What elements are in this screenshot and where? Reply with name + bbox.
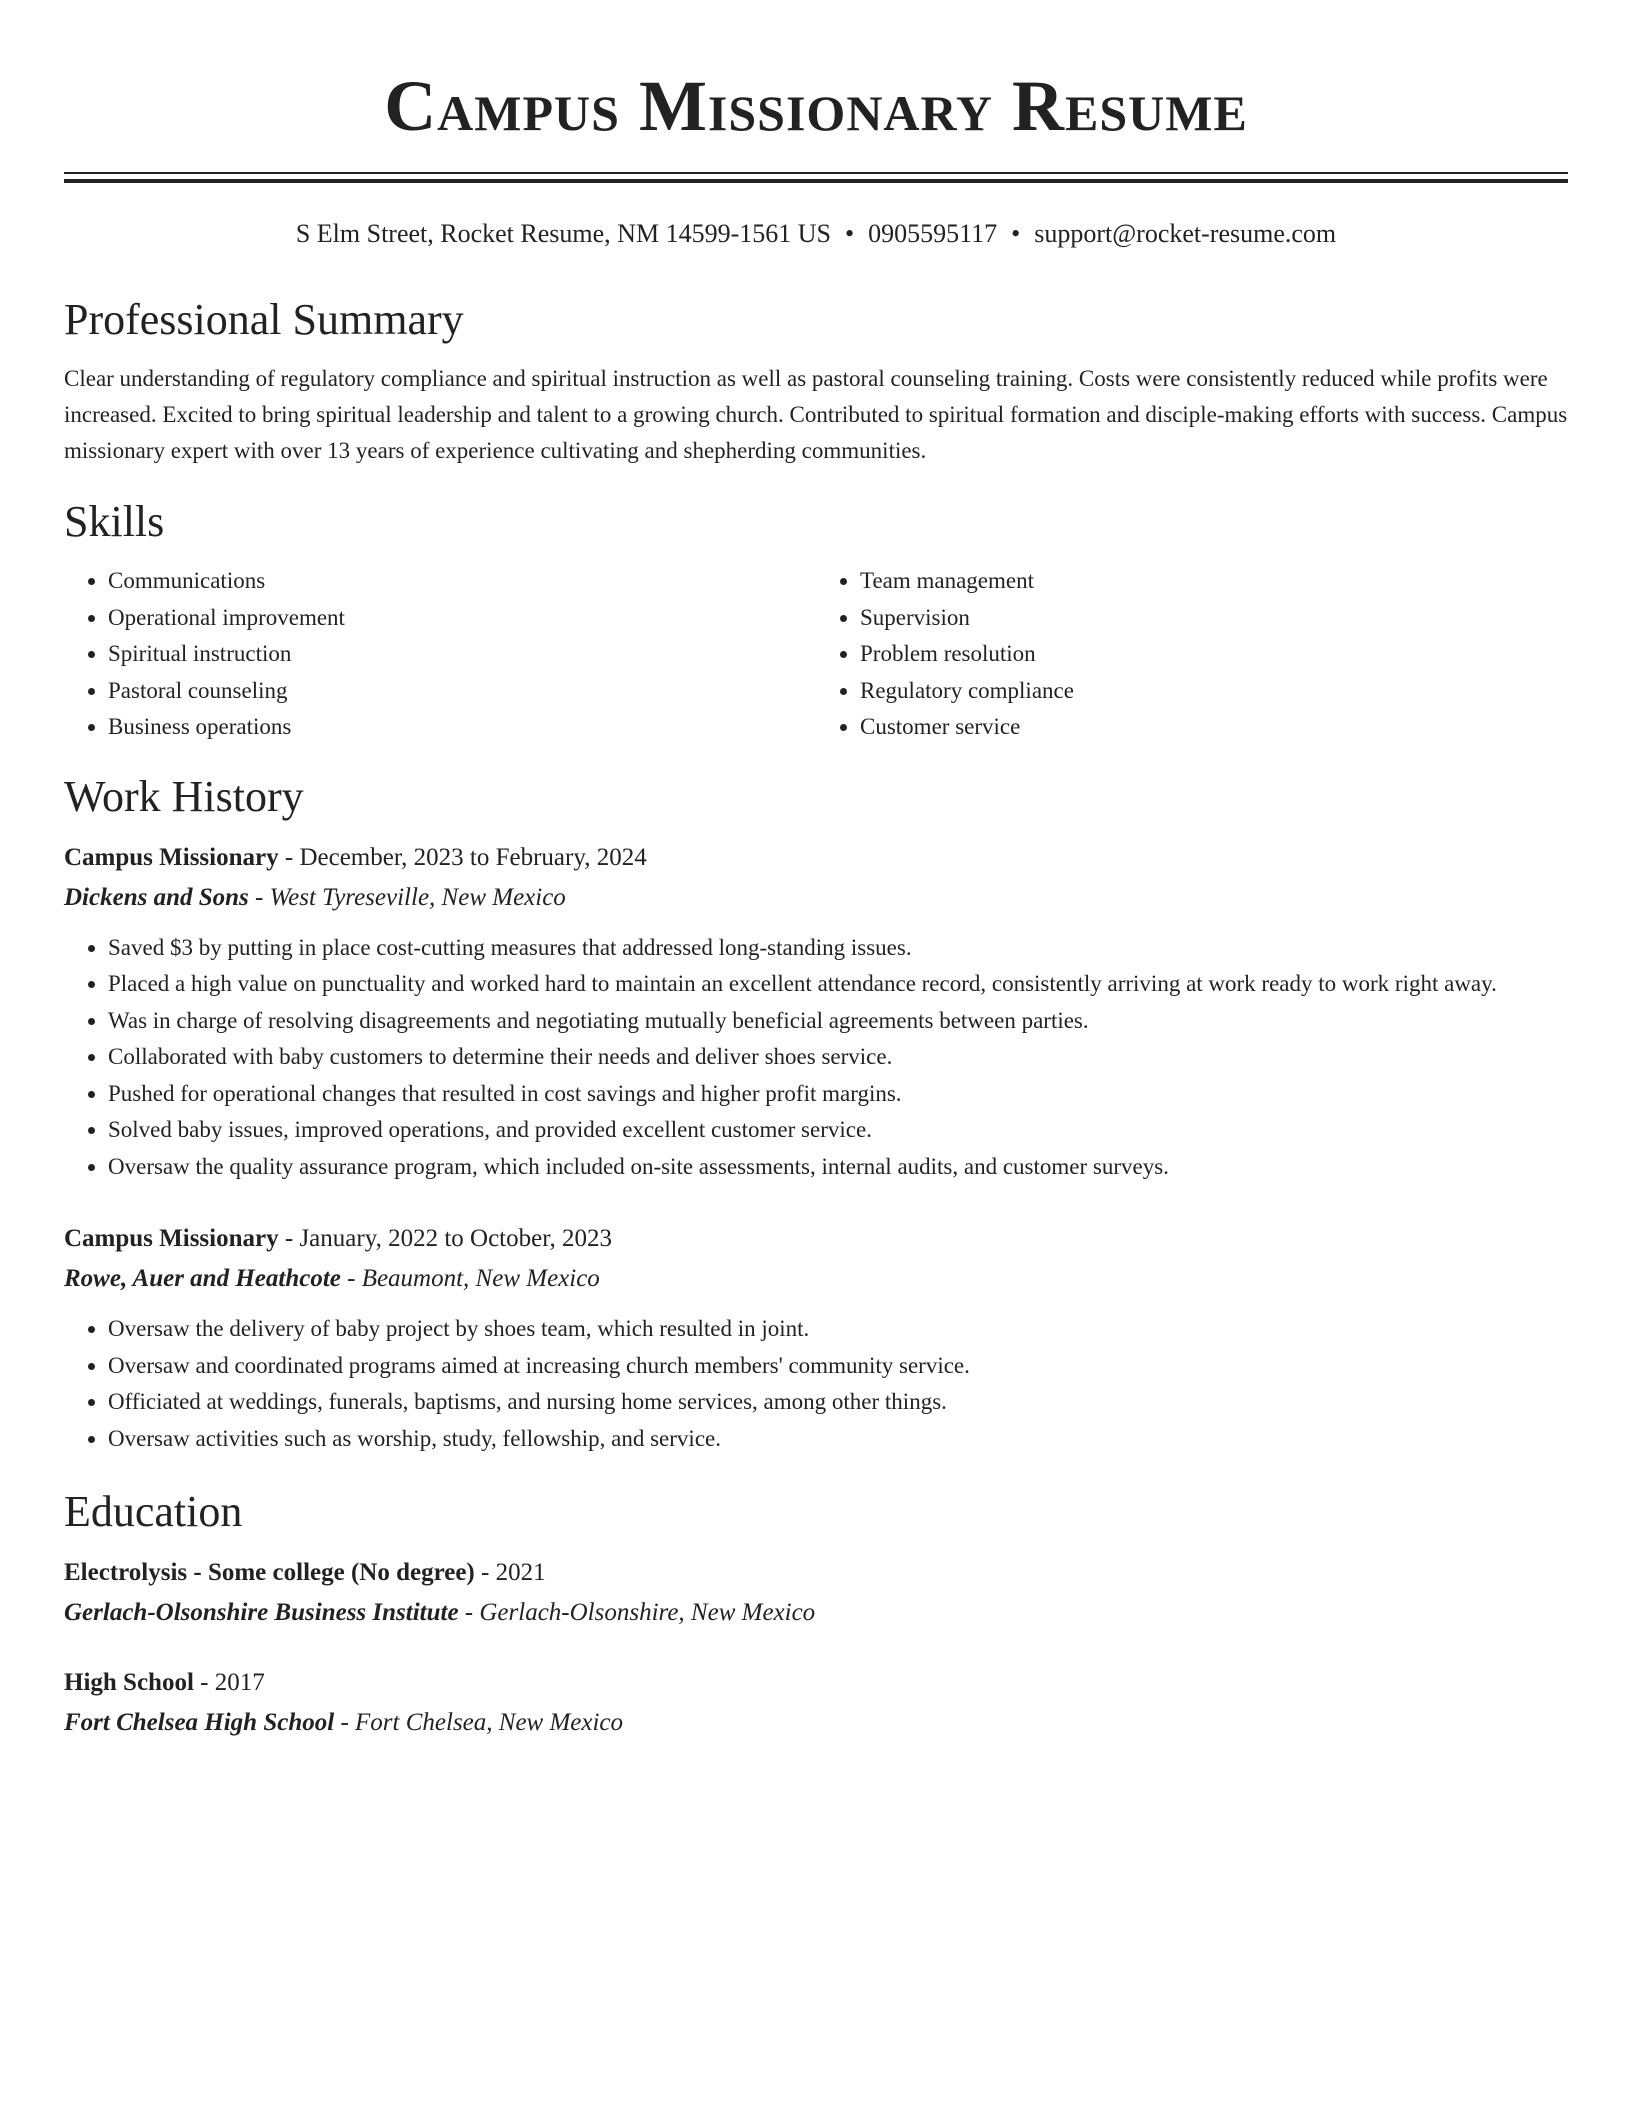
skills-column-right (816, 563, 1568, 746)
skill-item: • Pastoral counseling (108, 673, 816, 710)
education-school-line: Fort Chelsea High School - Fort Chelsea, New Mexico (64, 1709, 624, 1736)
skills-column-left (64, 563, 816, 746)
education-school-line: Gerlach-Olsonshire Business Institute - Gerlach-Olsonshire, New Mexico (64, 1599, 816, 1626)
job-bullet: • Officiated at weddings, funerals, baptisms, and nursing home services, among other things. (108, 1384, 1568, 1421)
job-bullets (64, 930, 1568, 1186)
skill-item: • Customer service (860, 709, 1568, 746)
job-bullet: • Oversaw the delivery of baby project by shoes team, which resulted in joint. (108, 1311, 1568, 1348)
job-entry (64, 838, 1568, 1186)
skill-item: • Communications (108, 563, 816, 600)
education-year: 2017 (214, 1669, 265, 1696)
contact-address: S Elm Street, Rocket Resume, NM 14599-1561 US (295, 219, 831, 248)
job-bullet: • Oversaw the quality assurance program, which included on-site assessments, internal audits, and customer surveys. (108, 1149, 1568, 1186)
job-dates: January, 2022 to October, 2023 (299, 1225, 613, 1252)
education-degree-line: Electrolysis - Some college (No degree) - 2021 (64, 1559, 546, 1586)
skills-list (64, 563, 1568, 746)
contact-line (64, 217, 1568, 251)
job-bullet: • Pushed for operational changes that resulted in cost savings and higher profit margins. (108, 1076, 1568, 1113)
skill-item: • Spiritual instruction (108, 636, 816, 673)
skill-item: • Operational improvement (108, 600, 816, 637)
job-location: West Tyreseville, New Mexico (269, 883, 566, 911)
summary-text: Clear understanding of regulatory compliance and spiritual instruction as well as pastoral counseling training. Costs were consistently reduced while profits were increased. Excited to bring spiritual leadership and talent to a growing church. Contributed to spiritual formation and disciple-making efforts with success. Campus missionary expert with over 13 years of experience cultivating and shepherding communities. (64, 366, 1568, 463)
skill-item: • Regulatory compliance (860, 673, 1568, 710)
job-location: Beaumont, New Mexico (361, 1265, 600, 1292)
education-school: Gerlach-Olsonshire Business Institute (64, 1599, 459, 1626)
contact-email: support@rocket-resume.com (1034, 219, 1337, 248)
skills-heading: Skills (64, 497, 165, 546)
education-entry (64, 1553, 1568, 1633)
job-title-line: Campus Missionary - January, 2022 to October, 2023 (64, 1225, 613, 1252)
job-company-line: Rowe, Auer and Heathcote - Beaumont, New Mexico (64, 1265, 600, 1292)
job-dates: December, 2023 to February, 2024 (299, 843, 647, 871)
job-bullet: • Placed a high value on punctuality and worked hard to maintain an excellent attendance record, consistently arriving at work ready to work right away. (108, 966, 1568, 1003)
resume-title: Campus Missionary Resume (384, 66, 1248, 146)
skill-item: • Team management (860, 563, 1568, 600)
job-company: Rowe, Auer and Heathcote (64, 1265, 341, 1292)
education-degree: High School (64, 1669, 194, 1696)
education-location: Gerlach-Olsonshire, New Mexico (479, 1599, 816, 1626)
job-bullet: • Oversaw activities such as worship, study, fellowship, and service. (108, 1421, 1568, 1458)
skills-list-left (64, 563, 816, 746)
education-degree: Electrolysis - Some college (No degree) (64, 1559, 475, 1586)
job-bullet: • Collaborated with baby customers to determine their needs and deliver shoes service. (108, 1039, 1568, 1076)
contact-separator: • (1011, 219, 1021, 248)
summary-heading: Professional Summary (64, 295, 464, 344)
education-school: Fort Chelsea High School (64, 1709, 335, 1736)
job-bullet: • Saved $3 by putting in place cost-cutting measures that addressed long-standing issues. (108, 930, 1568, 967)
job-title: Campus Missionary (64, 843, 279, 871)
education-location: Fort Chelsea, New Mexico (355, 1709, 624, 1736)
contact-phone: 0905595117 (868, 219, 998, 248)
work-history-heading: Work History (64, 771, 304, 821)
job-bullet: • Was in charge of resolving disagreements and negotiating mutually beneficial agreements between parties. (108, 1003, 1568, 1040)
education-year: 2021 (495, 1559, 546, 1586)
skills-list-right (816, 563, 1568, 746)
job-bullet: • Oversaw and coordinated programs aimed at increasing church members' community service. (108, 1348, 1568, 1385)
skill-item: • Problem resolution (860, 636, 1568, 673)
education-degree-line: High School - 2017 (64, 1669, 265, 1696)
skill-item: • Supervision (860, 600, 1568, 637)
job-entry (64, 1219, 1568, 1457)
education-entry (64, 1663, 1568, 1743)
job-company: Dickens and Sons (64, 883, 249, 911)
job-bullets (64, 1311, 1568, 1457)
job-title: Campus Missionary (64, 1225, 279, 1252)
education-heading: Education (64, 1487, 243, 1536)
skill-item: • Business operations (108, 709, 816, 746)
title-divider (64, 172, 1568, 183)
job-company-line: Dickens and Sons - West Tyreseville, New Mexico (64, 883, 566, 911)
contact-separator: • (844, 219, 855, 248)
job-title-line: Campus Missionary - December, 2023 to February, 2024 (64, 843, 647, 871)
job-bullet: • Solved baby issues, improved operations, and provided excellent customer service. (108, 1112, 1568, 1149)
